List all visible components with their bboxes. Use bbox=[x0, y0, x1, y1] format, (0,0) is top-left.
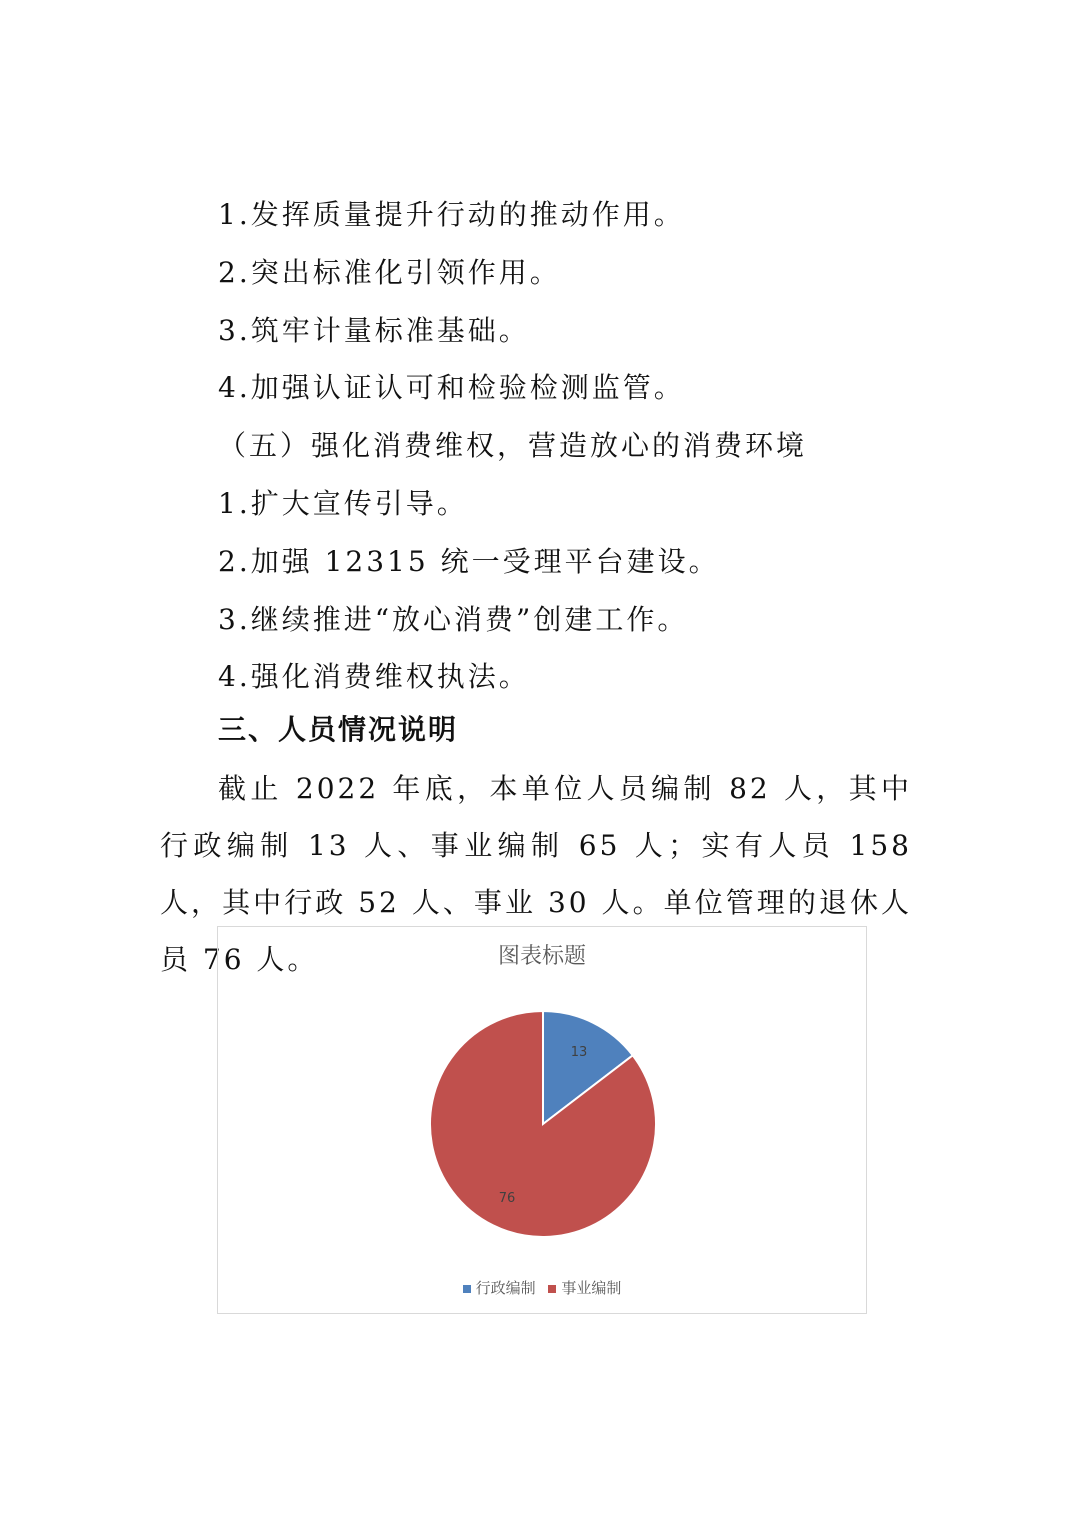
chart-title: 图表标题 bbox=[497, 944, 586, 969]
chart-legend bbox=[218, 1277, 866, 1298]
legend-item-0 bbox=[463, 1277, 536, 1298]
subsection-heading: （五）强化消费维权，营造放心的消费环境 bbox=[218, 429, 808, 462]
chart-container bbox=[217, 926, 867, 1314]
line-3: 3.筑牢计量标准基础。 bbox=[218, 314, 530, 347]
legend-item-1 bbox=[548, 1277, 621, 1298]
section-heading: 三、人员情况说明 bbox=[218, 713, 459, 746]
pie-chart bbox=[218, 927, 866, 1313]
line-5: 1.扩大宣传引导。 bbox=[218, 487, 468, 520]
line-7: 3.继续推进“放心消费”创建工作。 bbox=[218, 603, 689, 636]
pie-data-label-1: 76 bbox=[498, 1190, 516, 1206]
line-2: 2.突出标准化引领作用。 bbox=[218, 256, 561, 289]
line-8: 4.强化消费维权执法。 bbox=[218, 660, 530, 693]
line-6: 2.加强 12315 统一受理平台建设。 bbox=[218, 545, 720, 578]
legend-swatch-0 bbox=[463, 1285, 471, 1293]
line-1: 1.发挥质量提升行动的推动作用。 bbox=[218, 198, 685, 231]
line-4: 4.加强认证认可和检验检测监管。 bbox=[218, 371, 685, 404]
legend-label-1: 事业编制 bbox=[561, 1279, 622, 1297]
pie-data-label-0: 13 bbox=[570, 1045, 588, 1061]
legend-label-0: 行政编制 bbox=[475, 1279, 536, 1297]
staff-paragraph: 截止 2022 年底，本单位人员编制 82 人，其中行政编制 13 人、事业编制 65 人；实有人员 158 人，其中行政 52 人、事业 30 人。单位管理的退休人员 76 人。 bbox=[160, 772, 912, 976]
legend-swatch-1 bbox=[548, 1285, 556, 1293]
